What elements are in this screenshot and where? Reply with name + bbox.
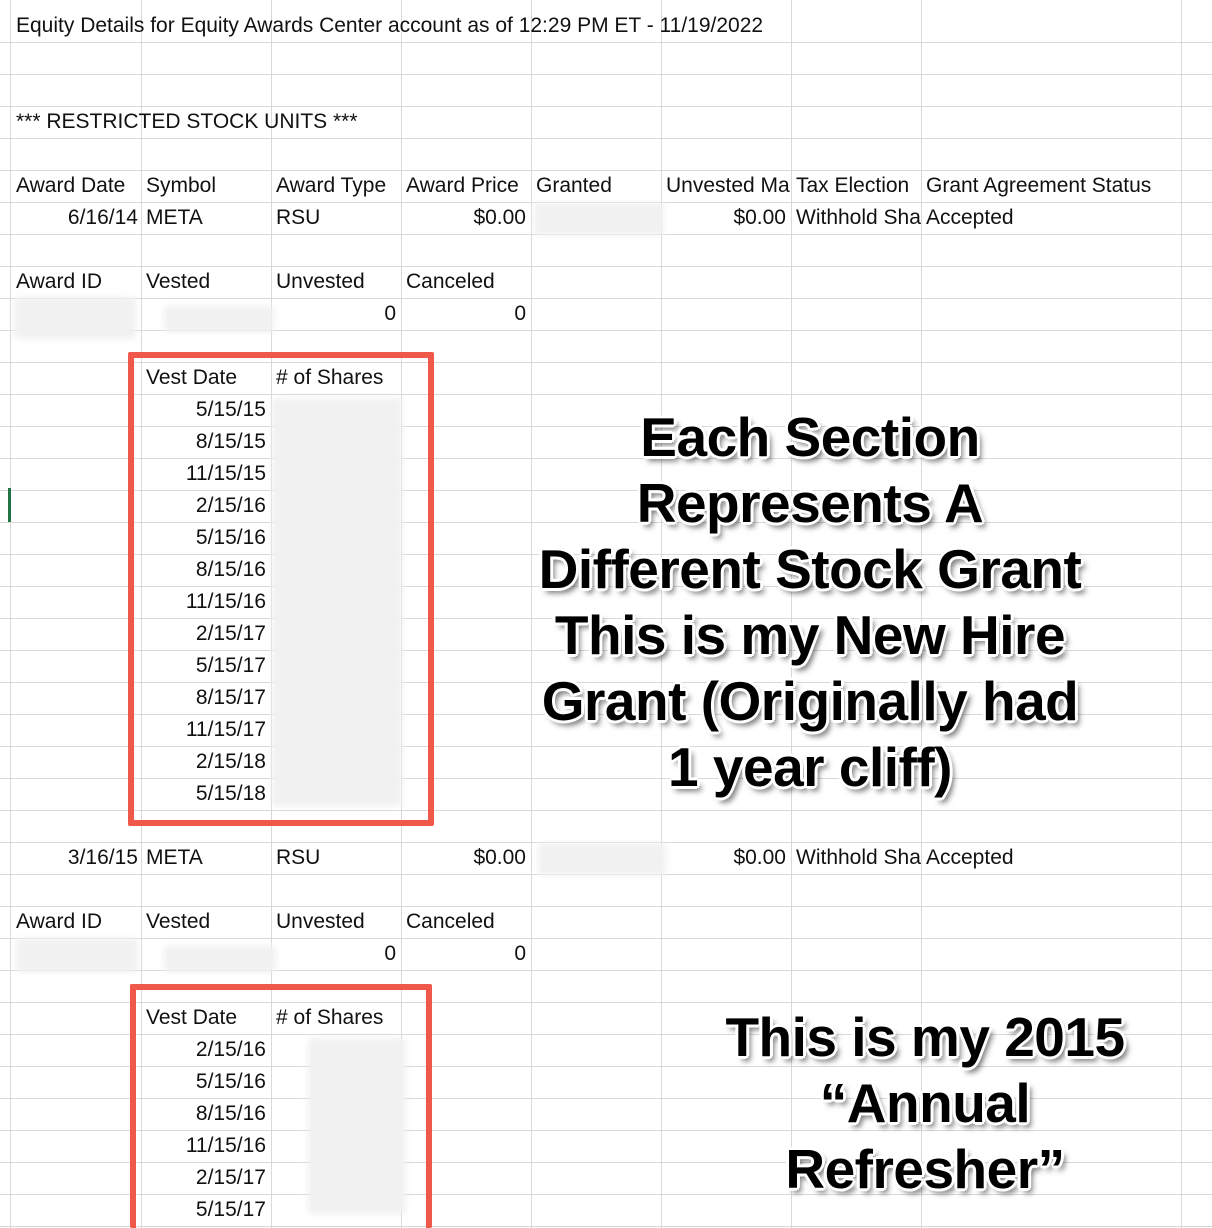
subheader-unvested[interactable]: Unvested <box>276 270 365 293</box>
award-canceled[interactable]: 0 <box>514 942 526 965</box>
annotation-annual-refresher: This is my 2015 “Annual Refresher” <box>725 1006 1125 1200</box>
subheader-canceled[interactable]: Canceled <box>406 910 495 933</box>
section-title: *** RESTRICTED STOCK UNITS *** <box>16 110 358 133</box>
redacted-vested <box>164 306 274 332</box>
grant-status[interactable]: Accepted <box>926 846 1014 869</box>
grant-award-date[interactable]: 6/16/14 <box>67 206 138 229</box>
vest-date-cell[interactable]: 2/15/18 <box>195 750 266 773</box>
highlight-box <box>130 984 432 1228</box>
header-unvested-market[interactable]: Unvested Ma <box>666 174 790 197</box>
subheader-award-id[interactable]: Award ID <box>16 910 102 933</box>
vest-date-cell[interactable]: 2/15/16 <box>195 494 266 517</box>
vest-date-cell[interactable]: 2/15/17 <box>195 622 266 645</box>
shares-header[interactable]: # of Shares <box>276 366 384 389</box>
grant-status[interactable]: Accepted <box>926 206 1014 229</box>
header-tax-election[interactable]: Tax Election <box>796 174 910 197</box>
vest-date-cell[interactable]: 11/15/15 <box>185 462 266 485</box>
header-award-type[interactable]: Award Type <box>276 174 387 197</box>
grant-award-price[interactable]: $0.00 <box>473 206 526 229</box>
redacted-granted <box>538 843 666 875</box>
subheader-vested[interactable]: Vested <box>146 270 211 293</box>
sheet-title: Equity Details for Equity Awards Center account as of 12:29 PM ET - 11/19/2022 <box>16 14 764 37</box>
grant-unvested-market[interactable]: $0.00 <box>733 206 786 229</box>
header-grant-agreement-status[interactable]: Grant Agreement Status <box>926 174 1152 197</box>
vest-date-cell[interactable]: 5/15/18 <box>195 782 266 805</box>
vest-date-cell[interactable]: 8/15/17 <box>195 686 266 709</box>
subheader-canceled[interactable]: Canceled <box>406 270 495 293</box>
grant-award-price[interactable]: $0.00 <box>473 846 526 869</box>
award-unvested[interactable]: 0 <box>384 942 396 965</box>
vest-date-cell[interactable]: 5/15/16 <box>195 526 266 549</box>
redacted-vested <box>164 946 276 972</box>
vest-date-cell[interactable]: 5/15/17 <box>195 1198 266 1221</box>
grant-symbol[interactable]: META <box>146 846 203 869</box>
subheader-vested[interactable]: Vested <box>146 910 211 933</box>
subheader-unvested[interactable]: Unvested <box>276 910 365 933</box>
vest-date-header[interactable]: Vest Date <box>146 366 238 389</box>
vest-date-cell[interactable]: 8/15/16 <box>195 1102 266 1125</box>
grant-tax-election[interactable]: Withhold Sha <box>796 206 921 229</box>
header-granted[interactable]: Granted <box>536 174 612 197</box>
award-canceled[interactable]: 0 <box>514 302 526 325</box>
vest-date-cell[interactable]: 11/15/16 <box>185 1134 266 1157</box>
vest-date-cell[interactable]: 2/15/17 <box>195 1166 266 1189</box>
grant-tax-election[interactable]: Withhold Sha <box>796 846 921 869</box>
highlight-box <box>128 352 434 826</box>
subheader-award-id[interactable]: Award ID <box>16 270 102 293</box>
redacted-granted <box>534 203 664 235</box>
vest-date-cell[interactable]: 5/15/17 <box>195 654 266 677</box>
award-unvested[interactable]: 0 <box>384 302 396 325</box>
grant-symbol[interactable]: META <box>146 206 203 229</box>
vest-date-cell[interactable]: 5/15/15 <box>195 398 266 421</box>
grant-award-date[interactable]: 3/16/15 <box>67 846 138 869</box>
vest-date-cell[interactable]: 8/15/15 <box>195 430 266 453</box>
header-award-date[interactable]: Award Date <box>16 174 126 197</box>
vest-date-cell[interactable]: 5/15/16 <box>195 1070 266 1093</box>
vest-date-cell[interactable]: 11/15/16 <box>185 590 266 613</box>
active-cell-marker <box>8 488 11 522</box>
vest-date-cell[interactable]: 8/15/16 <box>195 558 266 581</box>
vest-date-header[interactable]: Vest Date <box>146 1006 238 1029</box>
grant-award-type[interactable]: RSU <box>276 846 321 869</box>
grant-unvested-market[interactable]: $0.00 <box>733 846 786 869</box>
header-award-price[interactable]: Award Price <box>406 174 519 197</box>
shares-header[interactable]: # of Shares <box>276 1006 384 1029</box>
redacted-award-id <box>16 938 138 972</box>
annotation-new-hire: Each Section Represents A Different Stock Grant This is my New Hire Grant (Originally had 1 year cliff) <box>538 406 1082 798</box>
header-symbol[interactable]: Symbol <box>146 174 217 197</box>
grant-award-type[interactable]: RSU <box>276 206 321 229</box>
redacted-award-id <box>14 297 136 339</box>
vest-date-cell[interactable]: 2/15/16 <box>195 1038 266 1061</box>
vest-date-cell[interactable]: 11/15/17 <box>185 718 266 741</box>
